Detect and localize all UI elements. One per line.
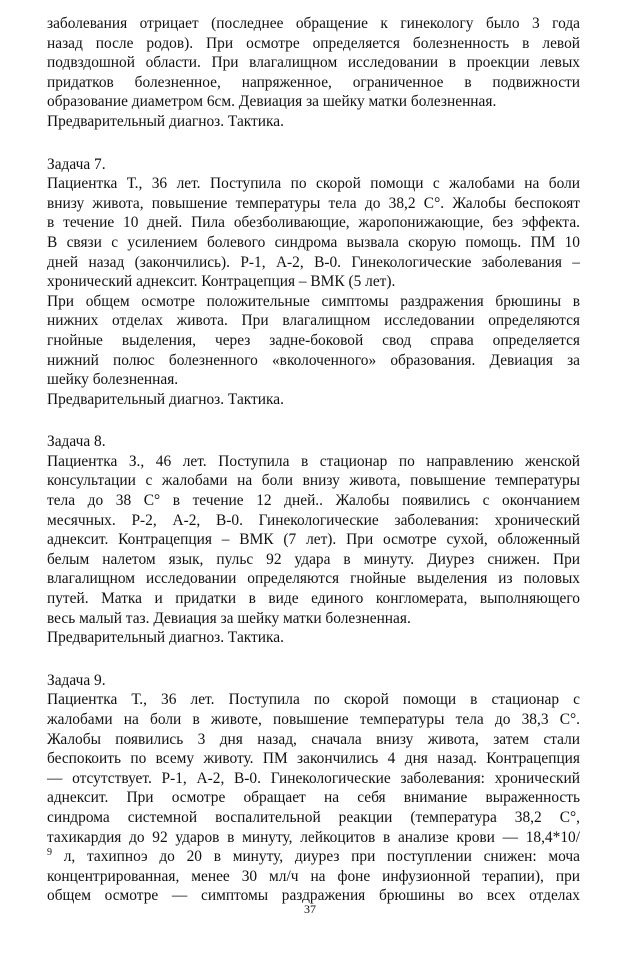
text-line: гнойные выделения, через задне-боковой свод справа определяется	[47, 331, 580, 349]
text-line: дней назад (закончились). Р-1, А-2, В-0. Гинекологические заболевания –	[47, 253, 580, 271]
task-8	[47, 432, 580, 648]
page-number: 37	[304, 902, 316, 916]
text-line: придатков болезненное, напряженное, ограниченное в подвижности	[47, 73, 580, 91]
text-line: Жалобы появились 3 дня назад, сначала внизу живота, затем стали	[47, 730, 580, 748]
text-line: путей. Матка и придатки в виде единого конгломерата, выполняющего	[47, 590, 580, 608]
text-line: аднексит. При осмотре обращает на себя внимание выраженность	[47, 789, 580, 807]
text-line: хронический аднексит. Контрацепция – ВМК (5 лет).	[47, 273, 396, 291]
superscript-exponent: 9	[47, 847, 52, 859]
text-line: влагалищном исследовании определяются гнойные выделения из половых	[47, 570, 580, 588]
text-line: Пациентка Т., 36 лет. Поступила по скорой помощи в стационар с	[47, 691, 580, 709]
task-title: Задача 9.	[47, 671, 106, 689]
text-line: внизу живота, повышение температуры тела до 38,2 С°. Жалобы беспокоят	[47, 194, 580, 212]
text-line-body: л, тахипноэ до 20 в минуту, диурез при поступлении снижен: моча	[63, 848, 580, 866]
text-line: консультации с жалобами на боли внизу живота, повышение температуры	[47, 472, 580, 490]
text-line: При общем осмотре положительные симптомы раздражения брюшины в	[47, 292, 580, 310]
text-line: нижних отделах живота. При влагалищном исследовании определяются	[47, 312, 580, 330]
text-line: общем осмотре — симптомы раздражения брюшины во всех отделах	[47, 887, 580, 905]
task-9	[47, 671, 580, 906]
text-line: беспокоить по всему животу. ПМ закончились 4 дня назад. Контрацепция	[47, 750, 580, 768]
text-line: подвздошной области. При влагалищном исследовании в проекции левых	[47, 54, 580, 72]
text-line: Предварительный диагноз. Тактика.	[47, 112, 284, 130]
text-line: В связи с усилением болевого синдрома вызвала скорую помощь. ПМ 10	[47, 233, 580, 251]
text-line: шейку болезненная.	[47, 371, 179, 389]
text-line: Предварительный диагноз. Тактика.	[47, 629, 284, 647]
text-line: аднексит. Контрацепция – ВМК (7 лет). При осмотре сухой, обложенный	[47, 531, 580, 549]
task-7	[47, 155, 580, 410]
text-line: весь малый таз. Девиация за шейку матки болезненная.	[47, 609, 411, 627]
text-line: месячных. Р-2, А-2, В-0. Гинекологические заболевания: хронический	[47, 511, 580, 529]
text-line: тахикардия до 92 ударов в минуту, лейкоцитов в анализе крови — 18,4*10/	[47, 828, 580, 846]
text-line: тела до 38 С° в течение 12 дней.. Жалобы появились с окончанием	[47, 492, 580, 510]
text-line	[47, 847, 580, 867]
text-line: заболевания отрицает (последнее обращение к гинекологу было 3 года	[47, 15, 580, 32]
text-line: — отсутствует. Р-1, А-2, В-0. Гинекологические заболевания: хронический	[47, 769, 580, 787]
text-line: Пациентка Т., 36 лет. Поступила по скорой помощи с жалобами на боли	[47, 175, 580, 193]
task-title: Задача 7.	[47, 155, 106, 173]
text-line: концентрированная, менее 30 мл/ч на фоне инфузионной терапии), при	[47, 867, 580, 885]
text-line: белым налетом язык, пульс 92 удара в минуту. Диурез снижен. При	[47, 550, 580, 568]
text-line: синдрома системной воспалительной реакции (температура 38,2 С°,	[47, 808, 580, 826]
text-line: нижний полюс болезненного «вколоченного» образования. Девиация за	[47, 351, 580, 369]
text-line: образование диаметром 6см. Девиация за шейку матки болезненная.	[47, 93, 497, 111]
text-line: назад после родов). При осмотре определяется болезненность в левой	[47, 34, 580, 52]
text-line: Пациентка З., 46 лет. Поступила в стационар по направлению женской	[47, 452, 580, 470]
text-line: в течение 10 дней. Пила обезболивающие, жаропонижающие, без эффекта.	[47, 214, 580, 232]
text-line: жалобами на боли в животе, повышение температуры тела до 38,3 С°.	[47, 711, 580, 728]
continuation-paragraph	[47, 14, 580, 132]
page-text	[47, 14, 580, 906]
task-title: Задача 8.	[47, 433, 106, 451]
text-line: Предварительный диагноз. Тактика.	[47, 390, 284, 408]
